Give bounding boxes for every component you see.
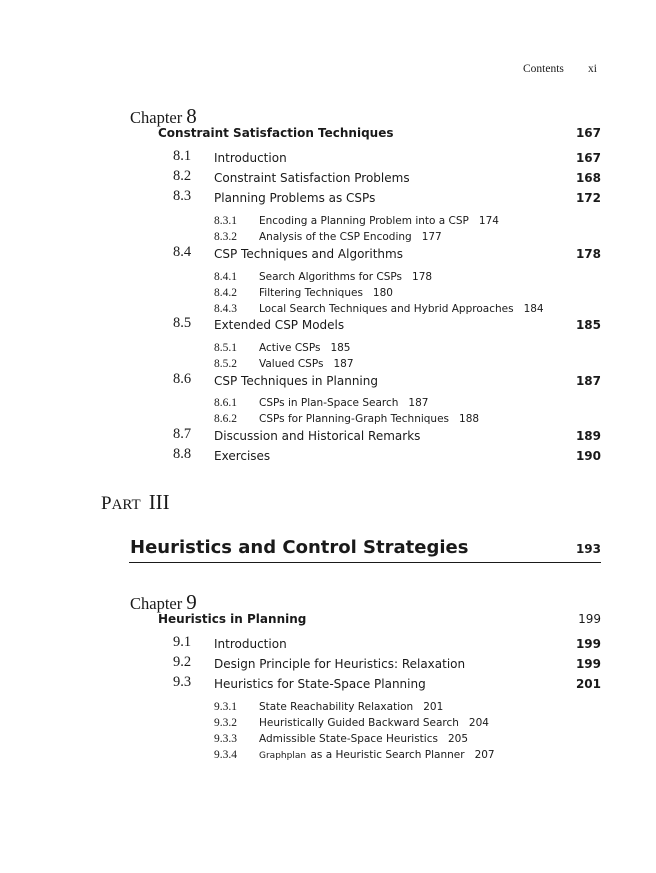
subsection-title: Valued CSPs <box>259 358 324 370</box>
subsection-page: 184 <box>523 303 544 315</box>
part-title-rule <box>129 562 601 563</box>
subsection-number: 8.3.2 <box>214 231 237 243</box>
subsection-page: 188 <box>459 413 480 425</box>
subsection-entry <box>214 354 354 372</box>
subsection-number: 8.5.2 <box>214 358 237 370</box>
chapter-9-title: Heuristics in Planning <box>158 612 307 626</box>
section-page: 185 <box>575 318 601 332</box>
section-title: Exercises <box>214 449 271 463</box>
chapter-number: 8 <box>186 104 197 128</box>
part-heading <box>101 490 170 515</box>
subsection-title: as a Heuristic Search Planner <box>310 749 465 761</box>
subsection-title: Admissible State-Space Heuristics <box>259 733 438 745</box>
subsection-title-prefix: Graphplan <box>259 751 307 761</box>
part-title: Heuristics and Control Strategies <box>130 537 469 558</box>
subsection-number: 9.3.4 <box>214 749 237 761</box>
section-number: 9.2 <box>173 654 192 670</box>
section-title: Discussion and Historical Remarks <box>214 429 421 443</box>
subsection-number: 8.6.1 <box>214 397 237 409</box>
subsection-page: 207 <box>474 749 495 761</box>
section-number: 8.5 <box>173 315 192 331</box>
section-page: 189 <box>575 429 601 443</box>
section-title: Introduction <box>214 637 287 651</box>
subsection-page: 201 <box>423 701 444 713</box>
subsection-number: 8.5.1 <box>214 342 237 354</box>
running-header-page: xi <box>588 63 597 75</box>
section-number: 8.4 <box>173 244 192 260</box>
subsection-number: 9.3.1 <box>214 701 237 713</box>
subsection-title: Heuristically Guided Backward Search <box>259 717 459 729</box>
section-number: 9.3 <box>173 674 192 690</box>
subsection-page: 177 <box>421 231 442 243</box>
section-number: 9.1 <box>173 634 192 650</box>
subsection-number: 8.4.3 <box>214 303 237 315</box>
section-page: 190 <box>575 449 601 463</box>
chapter-9-page: 199 <box>578 612 601 626</box>
section-page: 168 <box>575 171 601 185</box>
section-number: 8.2 <box>173 168 192 184</box>
subsection-entry <box>214 227 442 245</box>
section-number: 8.7 <box>173 426 192 442</box>
section-title: CSP Techniques and Algorithms <box>214 247 403 261</box>
section-number: 8.8 <box>173 446 192 462</box>
subsection-number: 9.3.2 <box>214 717 237 729</box>
subsection-number: 8.6.2 <box>214 413 237 425</box>
subsection-number: 9.3.3 <box>214 733 237 745</box>
part-word-cap: P <box>101 493 112 514</box>
subsection-page: 205 <box>447 733 469 745</box>
section-page: 187 <box>575 374 601 388</box>
subsection-entry <box>214 745 495 763</box>
section-page: 201 <box>575 677 601 691</box>
chapter-8-page: 167 <box>575 126 601 140</box>
section-title: Introduction <box>214 151 287 165</box>
chapter-word: Chapter <box>130 594 183 613</box>
section-title: Design Principle for Heuristics: Relaxation <box>214 657 466 671</box>
subsection-title: Encoding a Planning Problem into a CSP <box>259 215 469 227</box>
part-page: 193 <box>575 542 601 556</box>
chapter-number: 9 <box>186 590 197 614</box>
section-page: 167 <box>575 151 601 165</box>
subsection-number: 8.3.1 <box>214 215 237 227</box>
subsection-number: 8.4.1 <box>214 271 237 283</box>
part-word-rest: ART <box>111 497 141 513</box>
subsection-title: CSPs in Plan-Space Search <box>259 397 399 409</box>
subsection-page: 178 <box>412 271 433 283</box>
subsection-page: 180 <box>372 287 393 299</box>
section-page: 199 <box>575 637 601 651</box>
running-header-label: Contents <box>523 63 564 75</box>
chapter-8-title: Constraint Satisfaction Techniques <box>158 126 394 140</box>
subsection-page: 187 <box>408 397 429 409</box>
section-number: 8.3 <box>173 188 192 204</box>
section-title: Planning Problems as CSPs <box>214 191 376 205</box>
subsection-title: Search Algorithms for CSPs <box>259 271 403 283</box>
subsection-page: 187 <box>333 358 354 370</box>
chapter-word: Chapter <box>130 108 183 127</box>
subsection-title: CSPs for Planning-Graph Techniques <box>259 413 450 425</box>
section-number: 8.1 <box>173 148 192 164</box>
subsection-entry <box>214 409 479 427</box>
subsection-title: State Reachability Relaxation <box>259 701 414 713</box>
subsection-title: Analysis of the CSP Encoding <box>259 231 412 243</box>
subsection-title: Active CSPs <box>259 342 321 354</box>
section-title: Extended CSP Models <box>214 318 345 332</box>
subsection-number: 8.4.2 <box>214 287 237 299</box>
section-title: Constraint Satisfaction Problems <box>214 171 410 185</box>
subsection-page: 174 <box>478 215 499 227</box>
subsection-page: 204 <box>468 717 489 729</box>
subsection-page: 185 <box>330 342 351 354</box>
section-page: 172 <box>575 191 601 205</box>
section-title: CSP Techniques in Planning <box>214 374 378 388</box>
section-number: 8.6 <box>173 371 192 387</box>
section-title: Heuristics for State-Space Planning <box>214 677 426 691</box>
section-page: 178 <box>575 247 601 261</box>
section-page: 199 <box>575 657 601 671</box>
subsection-title: Local Search Techniques and Hybrid Approaches <box>259 303 514 315</box>
subsection-title: Filtering Techniques <box>259 287 363 299</box>
part-number: III <box>148 490 170 514</box>
subsection-entry <box>214 299 544 317</box>
